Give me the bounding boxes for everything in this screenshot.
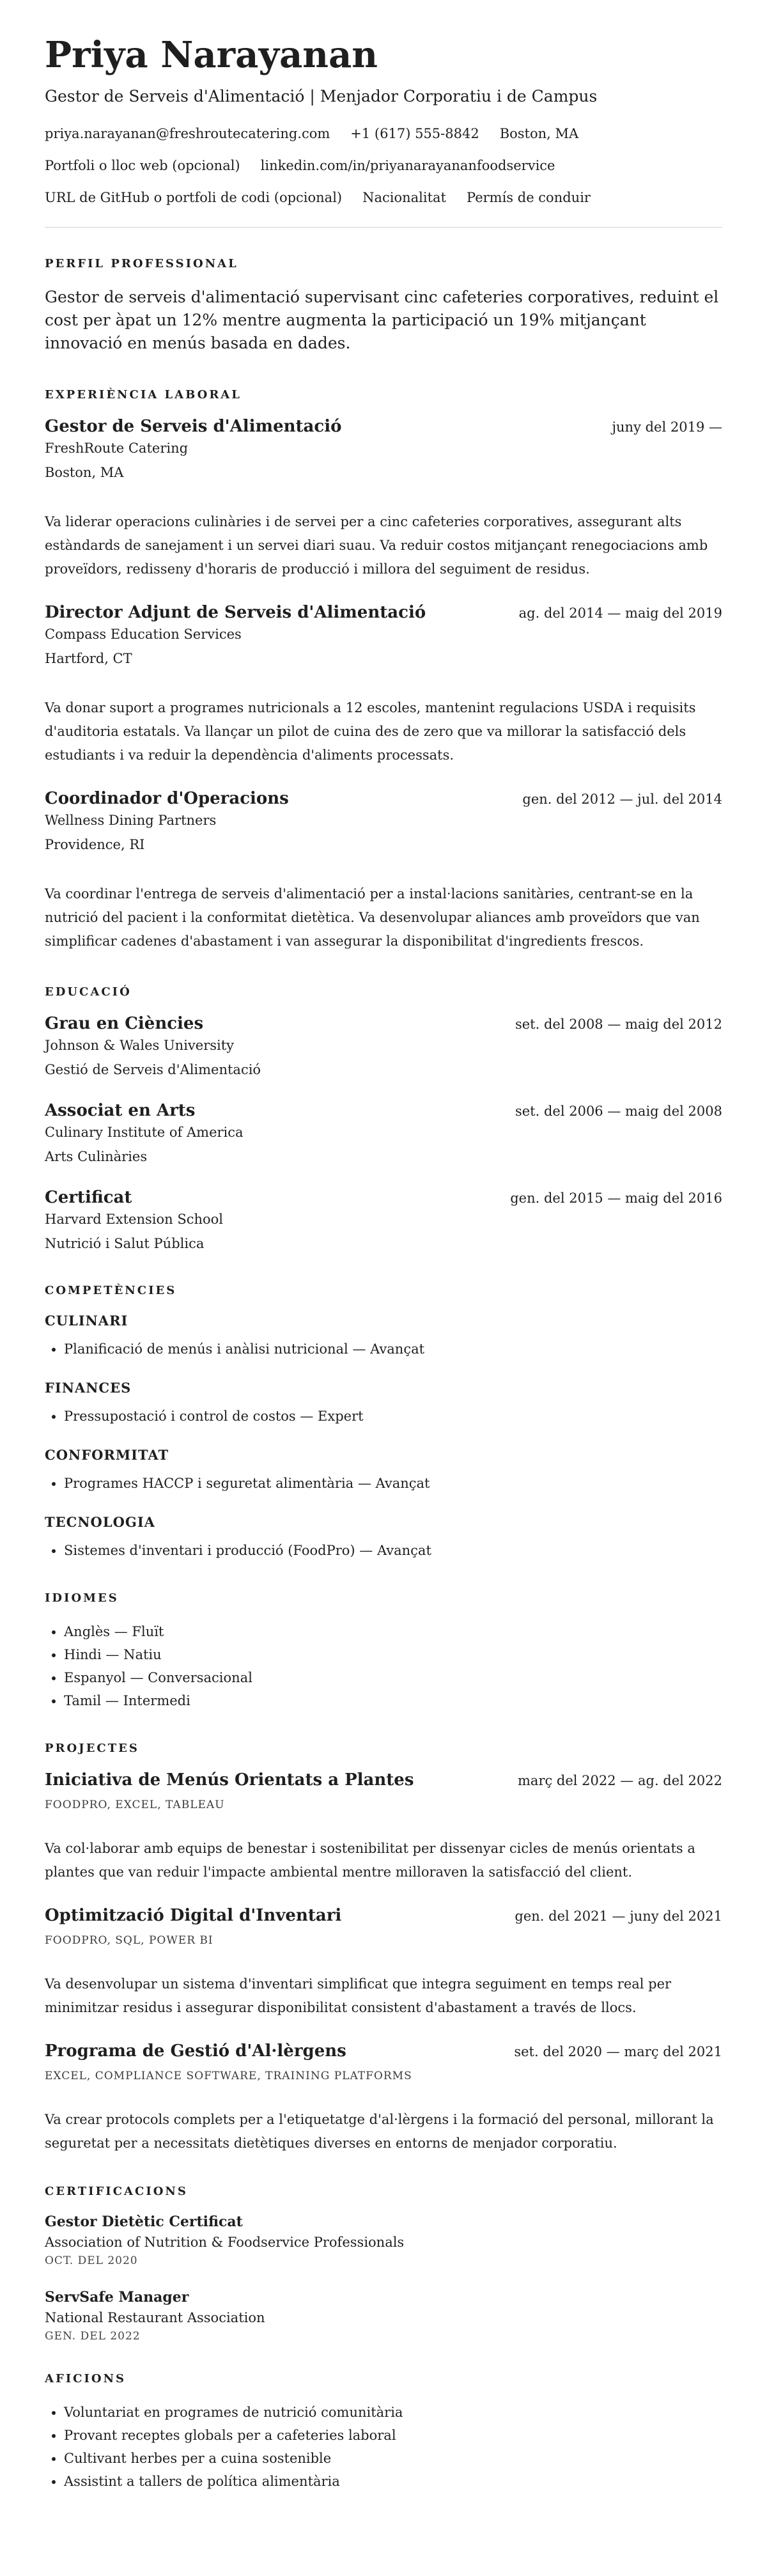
project-dates: set. del 2020 — març del 2021 <box>514 2043 722 2059</box>
hobby-list <box>45 2401 722 2493</box>
skill-list <box>45 1539 722 1562</box>
email-link[interactable]: priya.narayanan@freshroutecatering.com <box>45 125 330 141</box>
degree: Certificat <box>45 1187 132 1207</box>
job-entry <box>45 603 722 767</box>
field-of-study: Gestió de Serveis d'Alimentació <box>45 1061 261 1077</box>
degree: Grau en Ciències <box>45 1013 204 1033</box>
skill-category: CONFORMITAT <box>45 1446 169 1463</box>
header-divider <box>45 227 722 228</box>
github-link[interactable]: URL de GitHub o portfoli de codi (opcional) <box>45 189 343 205</box>
school: Johnson & Wales University <box>45 1037 235 1053</box>
project-description: Va col·laborar amb equips de benestar i sostenibilitat per dissenyar cicles de menús orientats a plantes que van reduir l'impacte ambiental mentre milloraven la satisfacció del client. <box>45 1840 695 1880</box>
nationality: Nacionalitat <box>362 189 447 205</box>
job-role: Coordinador d'Operacions <box>45 788 289 808</box>
skill-list <box>45 1405 722 1428</box>
education-dates: set. del 2006 — maig del 2008 <box>515 1103 722 1119</box>
project-entry <box>45 1770 722 1884</box>
job-entry <box>45 789 722 953</box>
skill-category: CULINARI <box>45 1312 128 1329</box>
phone: +1 (617) 555-8842 <box>350 125 479 141</box>
project-description: Va crear protocols complets per a l'etiquetatge d'al·lèrgens i la formació del personal, millorant la seguretat per a necessitats dietètiques diverses en entorns de menjador corporatiu. <box>45 2111 714 2151</box>
job-dates: juny del 2019 — <box>612 419 722 435</box>
job-company: Compass Education Services <box>45 626 242 642</box>
headline: Gestor de Serveis d'Alimentació | Menjador Corporatiu i de Campus <box>45 86 598 105</box>
education-entry <box>45 1188 722 1256</box>
language-item: • Tamil — Intermedi <box>64 1689 722 1712</box>
skill-list <box>45 1472 722 1495</box>
field-of-study: Arts Culinàries <box>45 1148 148 1164</box>
job-location: Providence, RI <box>45 836 145 852</box>
skill-category: TECNOLOGIA <box>45 1513 155 1530</box>
job-role: Gestor de Serveis d'Alimentació <box>45 416 342 436</box>
summary-text: Gestor de serveis d'alimentació supervisant cinc cafeteries corporatives, reduint el cost per àpat un 12% mentre augmenta la participació un 19% mitjançant innovació en menús basada en dades. <box>45 287 719 352</box>
skill-list <box>45 1338 722 1361</box>
hobby-item: • Cultivant herbes per a cuina sostenible <box>64 2447 722 2470</box>
certification-entry <box>45 2289 722 2343</box>
job-entry <box>45 417 722 581</box>
skill-item: • Pressupostació i control de costos — Expert <box>64 1405 722 1428</box>
driving-license: Permís de conduir <box>467 189 591 205</box>
project-tech: FOODPRO, EXCEL, TABLEAU <box>45 1798 225 1811</box>
job-role: Director Adjunt de Serveis d'Alimentació <box>45 602 426 622</box>
certification-issuer: Association of Nutrition & Foodservice Professionals <box>45 2234 405 2250</box>
project-tech: FOODPRO, SQL, POWER BI <box>45 1933 213 1947</box>
certification-name: ServSafe Manager <box>45 2288 189 2306</box>
hobby-item: • Assistint a tallers de política alimentària <box>64 2470 722 2493</box>
hobbies-title: AFICIONS <box>45 2371 127 2385</box>
job-description: Va liderar operacions culinàries i de servei per a cinc cafeteries corporatives, assegurant alts estàndards de sanejament i un servei diari suau. Va reduir costos mitjançant renegociacions amb proveïdors, redisseny d'horaris de producció i millora del seguiment de residus. <box>45 513 708 577</box>
location: Boston, MA <box>499 125 579 141</box>
experience-title: EXPERIÈNCIA LABORAL <box>45 387 242 402</box>
project-dates: gen. del 2021 — juny del 2021 <box>515 1908 722 1924</box>
project-description: Va desenvolupar un sistema d'inventari simplificat que integra seguiment en temps real per minimitzar residus i assegurar disponibilitat consistent d'abastament a través de llocs. <box>45 1976 672 2015</box>
project-name: Programa de Gestió d'Al·lèrgens <box>45 2041 346 2061</box>
education-entry <box>45 1014 722 1082</box>
project-entry <box>45 2041 722 2155</box>
project-entry <box>45 1906 722 2020</box>
summary-title: PERFIL PROFESSIONAL <box>45 256 238 270</box>
language-item: • Anglès — Fluït <box>64 1620 722 1643</box>
job-location: Hartford, CT <box>45 650 132 666</box>
school: Culinary Institute of America <box>45 1124 244 1140</box>
linkedin-link[interactable]: linkedin.com/in/priyanarayananfoodservice <box>260 157 555 173</box>
degree: Associat en Arts <box>45 1100 196 1120</box>
certification-issuer: National Restaurant Association <box>45 2309 265 2325</box>
language-item: • Hindi — Natiu <box>64 1643 722 1666</box>
certifications-title: CERTIFICACIONS <box>45 2184 188 2198</box>
hobby-item: • Provant receptes globals per a cafeteries laboral <box>64 2424 722 2447</box>
skill-category: FINANCES <box>45 1379 132 1396</box>
project-name: Iniciativa de Menús Orientats a Plantes <box>45 1770 414 1790</box>
skill-item: • Sistemes d'inventari i producció (FoodPro) — Avançat <box>64 1539 722 1562</box>
skill-item: • Programes HACCP i seguretat alimentària — Avançat <box>64 1472 722 1495</box>
education-title: EDUCACIÓ <box>45 985 132 999</box>
education-entry <box>45 1101 722 1169</box>
school: Harvard Extension School <box>45 1211 223 1227</box>
job-description: Va donar suport a programes nutricionals a 12 escoles, mantenint regulacions USDA i requisits d'auditoria estatals. Va llançar un pilot de cuina des de zero que va millorar la satisfacció dels estudiants i va reduir la dependència d'aliments processats. <box>45 699 696 763</box>
contact-row-1 <box>45 126 722 141</box>
project-tech: EXCEL, COMPLIANCE SOFTWARE, TRAINING PLATFORMS <box>45 2069 412 2082</box>
skills-title: COMPETÈNCIES <box>45 1283 177 1297</box>
field-of-study: Nutrició i Salut Pública <box>45 1235 205 1251</box>
job-location: Boston, MA <box>45 464 124 480</box>
job-dates: gen. del 2012 — jul. del 2014 <box>522 791 722 807</box>
certification-entry <box>45 2213 722 2267</box>
project-dates: març del 2022 — ag. del 2022 <box>518 1772 722 1788</box>
contact-row-3 <box>45 190 722 205</box>
job-dates: ag. del 2014 — maig del 2019 <box>518 605 722 621</box>
languages-title: IDIOMES <box>45 1591 119 1605</box>
certification-name: Gestor Dietètic Certificat <box>45 2213 243 2230</box>
hobby-item: • Voluntariat en programes de nutrició comunitària <box>64 2401 722 2424</box>
portfolio-link[interactable]: Portfoli o lloc web (opcional) <box>45 157 240 173</box>
education-dates: set. del 2008 — maig del 2012 <box>515 1016 722 1032</box>
candidate-name: Priya Narayanan <box>45 34 378 76</box>
job-company: FreshRoute Catering <box>45 440 189 456</box>
project-name: Optimització Digital d'Inventari <box>45 1905 342 1925</box>
job-company: Wellness Dining Partners <box>45 812 217 828</box>
contact-row-2 <box>45 158 722 173</box>
job-description: Va coordinar l'entrega de serveis d'alimentació per a instal·lacions sanitàries, centrant-se en la nutrició del pacient i la conformitat dietètica. Va desenvolupar aliances amb proveïdors que van simplificar cadenes d'abastament i van assegurar la disponibilitat d'ingredients frescos. <box>45 886 700 949</box>
certification-date: GEN. DEL 2022 <box>45 2329 141 2343</box>
skill-item: • Planificació de menús i anàlisi nutricional — Avançat <box>64 1338 722 1361</box>
language-item: • Espanyol — Conversacional <box>64 1666 722 1689</box>
certification-date: OCT. DEL 2020 <box>45 2254 138 2267</box>
education-dates: gen. del 2015 — maig del 2016 <box>510 1190 722 1206</box>
language-list <box>45 1620 722 1712</box>
projects-title: PROJECTES <box>45 1741 139 1755</box>
